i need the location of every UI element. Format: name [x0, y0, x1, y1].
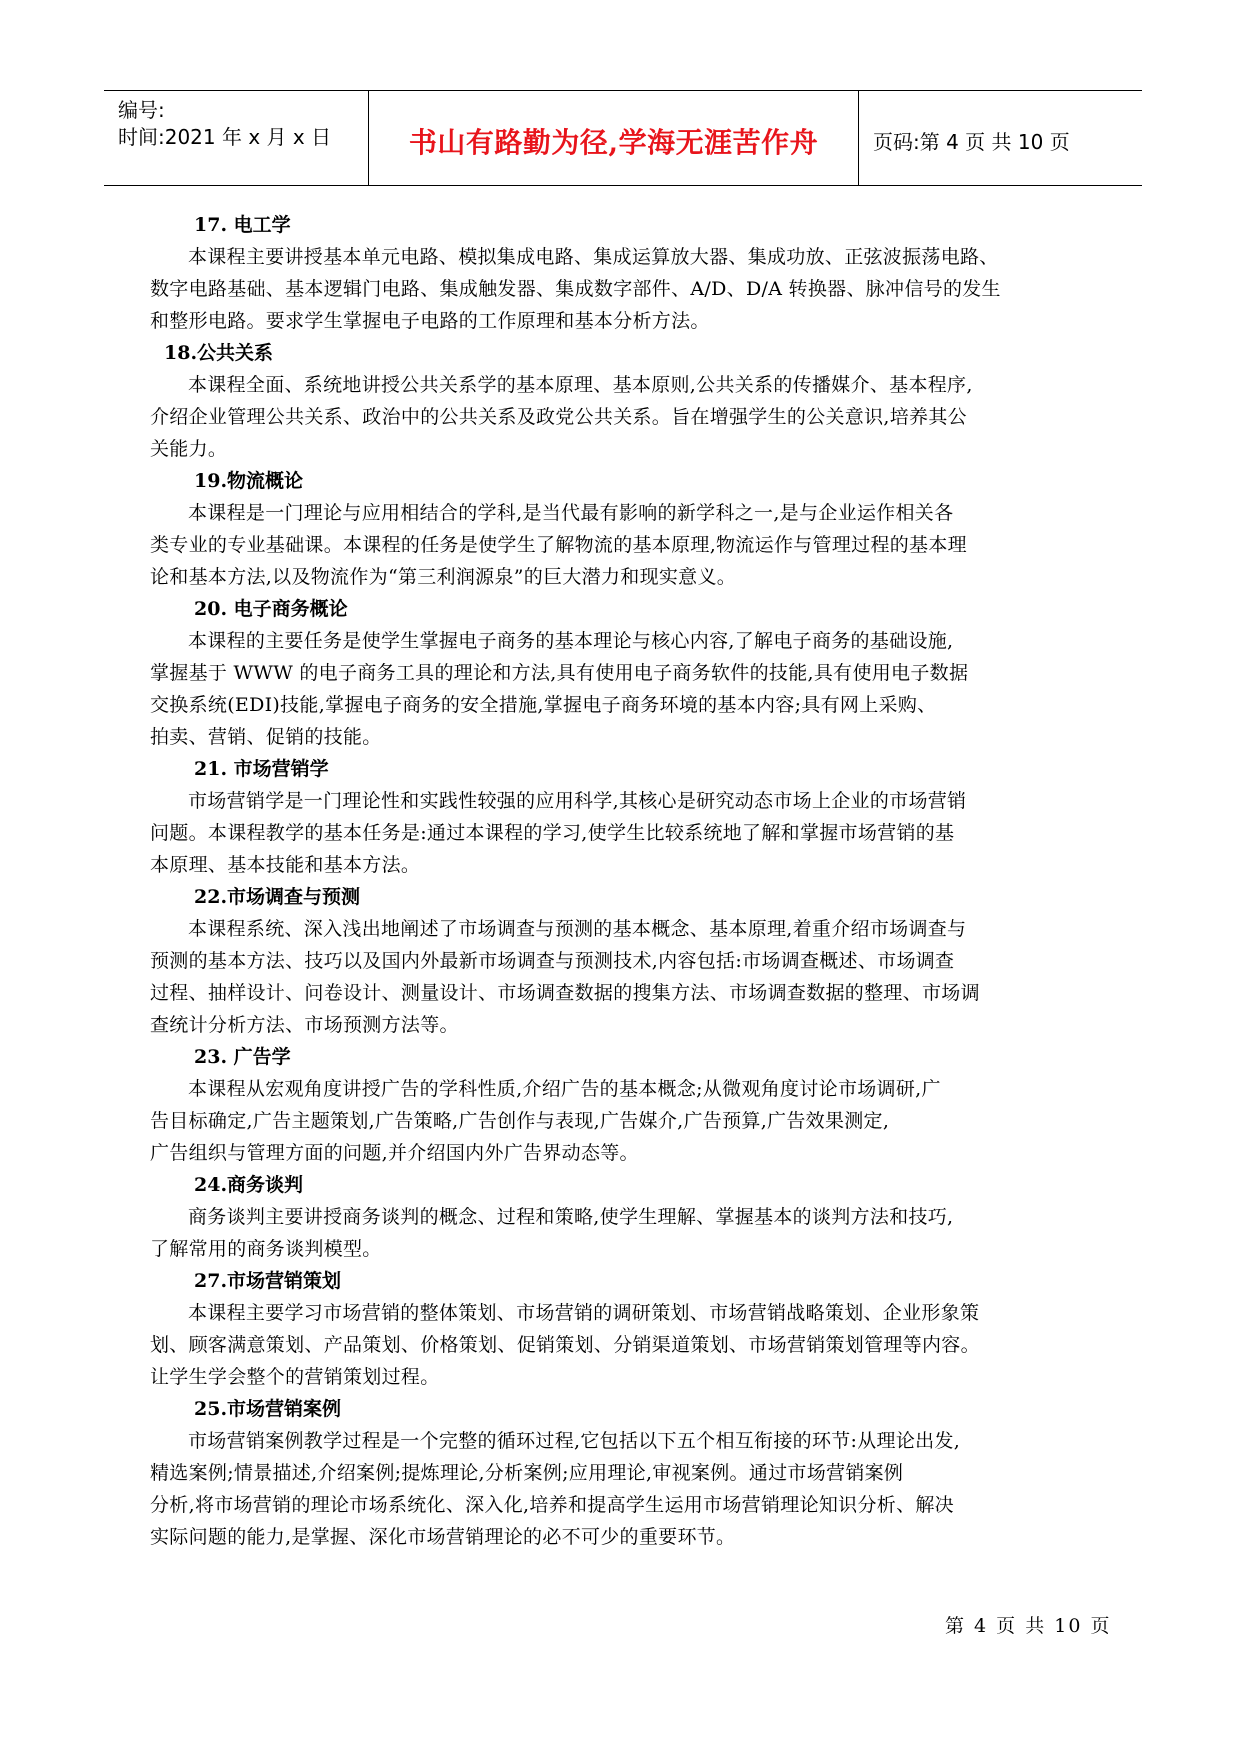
section-body [150, 497, 1110, 593]
body-line: 市场营销学是一门理论性和实践性较强的应用科学,其核心是研究动态市场上企业的市场营销 [188, 790, 967, 812]
body-line: 和整形电路。要求学生掌握电子电路的工作原理和基本分析方法。 [150, 310, 710, 332]
body-line: 交换系统(EDI)技能,掌握电子商务的安全措施,掌握电子商务环境的基本内容;具有网上采购、 [150, 694, 937, 716]
course-section [150, 881, 1110, 1041]
section-body [150, 625, 1110, 753]
body-line: 论和基本方法,以及物流作为“第三利润源泉”的巨大潜力和现实意义。 [150, 566, 737, 588]
course-section [150, 337, 1110, 465]
header-motto-cell [369, 91, 859, 185]
section-title: 20. 电子商务概论 [194, 598, 348, 620]
body-line: 查统计分析方法、市场预测方法等。 [150, 1014, 459, 1036]
section-title: 18.公共关系 [164, 342, 274, 364]
body-line: 广告组织与管理方面的问题,并介绍国内外广告界动态等。 [150, 1142, 639, 1164]
body-line: 商务谈判主要讲授商务谈判的概念、过程和策略,使学生理解、掌握基本的谈判方法和技巧, [188, 1206, 954, 1228]
course-section [150, 209, 1110, 337]
section-title: 23. 广告学 [194, 1046, 291, 1068]
body-line: 告目标确定,广告主题策划,广告策略,广告创作与表现,广告媒介,广告预算,广告效果测定, [150, 1110, 890, 1132]
course-section [150, 1265, 1110, 1393]
section-title: 22.市场调查与预测 [194, 886, 361, 908]
body-line: 划、顾客满意策划、产品策划、价格策划、促销策划、分销渠道策划、市场营销策划管理等内容。 [150, 1334, 980, 1356]
body-line: 让学生学会整个的营销策划过程。 [150, 1366, 440, 1388]
body-line: 本原理、基本技能和基本方法。 [150, 854, 421, 876]
section-title: 19.物流概论 [194, 470, 304, 492]
body-line: 预测的基本方法、技巧以及国内外最新市场调查与预测技术,内容包括:市场调查概述、市场调查 [150, 950, 955, 972]
section-title: 27.市场营销策划 [194, 1270, 342, 1292]
section-title: 25.市场营销案例 [194, 1398, 342, 1420]
body-line: 实际问题的能力,是掌握、深化市场营销理论的必不可少的重要环节。 [150, 1526, 736, 1548]
header-page-cell [859, 91, 1142, 185]
course-section [150, 1393, 1110, 1553]
motto-text: 书山有路勤为径,学海无涯苦作舟 [408, 126, 819, 159]
serial-number-label: 编号: [118, 98, 165, 122]
footer-page-number: 第 4 页 共 10 页 [945, 1615, 1112, 1637]
body-line: 本课程主要讲授基本单元电路、模拟集成电路、集成运算放大器、集成功放、正弦波振荡电路、 [188, 246, 999, 268]
section-body [150, 1297, 1110, 1393]
time-label: 时间:2021 年 x 月 x 日 [118, 125, 332, 149]
course-section [150, 1041, 1110, 1169]
document-body [150, 209, 1110, 1553]
body-line: 掌握基于 WWW 的电子商务工具的理论和方法,具有使用电子商务软件的技能,具有使用电子数据 [150, 662, 969, 684]
section-body [150, 1201, 1110, 1265]
header-info-cell [104, 91, 369, 185]
section-body [150, 1425, 1110, 1553]
body-line: 精选案例;情景描述,介绍案例;提炼理论,分析案例;应用理论,审视案例。通过市场营销案例 [150, 1462, 904, 1484]
body-line: 介绍企业管理公共关系、政治中的公共关系及政党公共关系。旨在增强学生的公关意识,培养其公 [150, 406, 967, 428]
section-body [150, 241, 1110, 337]
section-body [150, 369, 1110, 465]
body-line: 关能力。 [150, 438, 228, 460]
header-page-number: 页码:第 4 页 共 10 页 [873, 130, 1070, 154]
body-line: 本课程是一门理论与应用相结合的学科,是当代最有影响的新学科之一,是与企业运作相关各 [188, 502, 954, 524]
body-line: 拍卖、营销、促销的技能。 [150, 726, 382, 748]
body-line: 本课程从宏观角度讲授广告的学科性质,介绍广告的基本概念;从微观角度讨论市场调研,广 [188, 1078, 941, 1100]
body-line: 了解常用的商务谈判模型。 [150, 1238, 382, 1260]
page-header [104, 90, 1142, 186]
body-line: 问题。本课程教学的基本任务是:通过本课程的学习,使学生比较系统地了解和掌握市场营销的基 [150, 822, 955, 844]
section-body [150, 1073, 1110, 1169]
body-line: 市场营销案例教学过程是一个完整的循环过程,它包括以下五个相互衔接的环节:从理论出发, [188, 1430, 961, 1452]
course-section [150, 1169, 1110, 1265]
body-line: 分析,将市场营销的理论市场系统化、深入化,培养和提高学生运用市场营销理论知识分析、解决 [150, 1494, 954, 1516]
body-line: 本课程的主要任务是使学生掌握电子商务的基本理论与核心内容,了解电子商务的基础设施, [188, 630, 954, 652]
section-title: 24.商务谈判 [194, 1174, 304, 1196]
course-section [150, 465, 1110, 593]
section-body [150, 785, 1110, 881]
body-line: 本课程全面、系统地讲授公共关系学的基本原理、基本原则,公共关系的传播媒介、基本程序, [188, 374, 973, 396]
section-body [150, 913, 1110, 1041]
section-title: 21. 市场营销学 [194, 758, 329, 780]
body-line: 本课程系统、深入浅出地阐述了市场调查与预测的基本概念、基本原理,着重介绍市场调查与 [188, 918, 967, 940]
body-line: 类专业的专业基础课。本课程的任务是使学生了解物流的基本原理,物流运作与管理过程的基本理 [150, 534, 967, 556]
body-line: 数字电路基础、基本逻辑门电路、集成触发器、集成数字部件、A/D、D/A 转换器、脉冲信号的发生 [150, 278, 1001, 300]
section-title: 17. 电工学 [194, 214, 291, 236]
course-section [150, 593, 1110, 753]
body-line: 过程、抽样设计、问卷设计、测量设计、市场调查数据的搜集方法、市场调查数据的整理、市场调 [150, 982, 980, 1004]
body-line: 本课程主要学习市场营销的整体策划、市场营销的调研策划、市场营销战略策划、企业形象策 [188, 1302, 980, 1324]
course-section [150, 753, 1110, 881]
